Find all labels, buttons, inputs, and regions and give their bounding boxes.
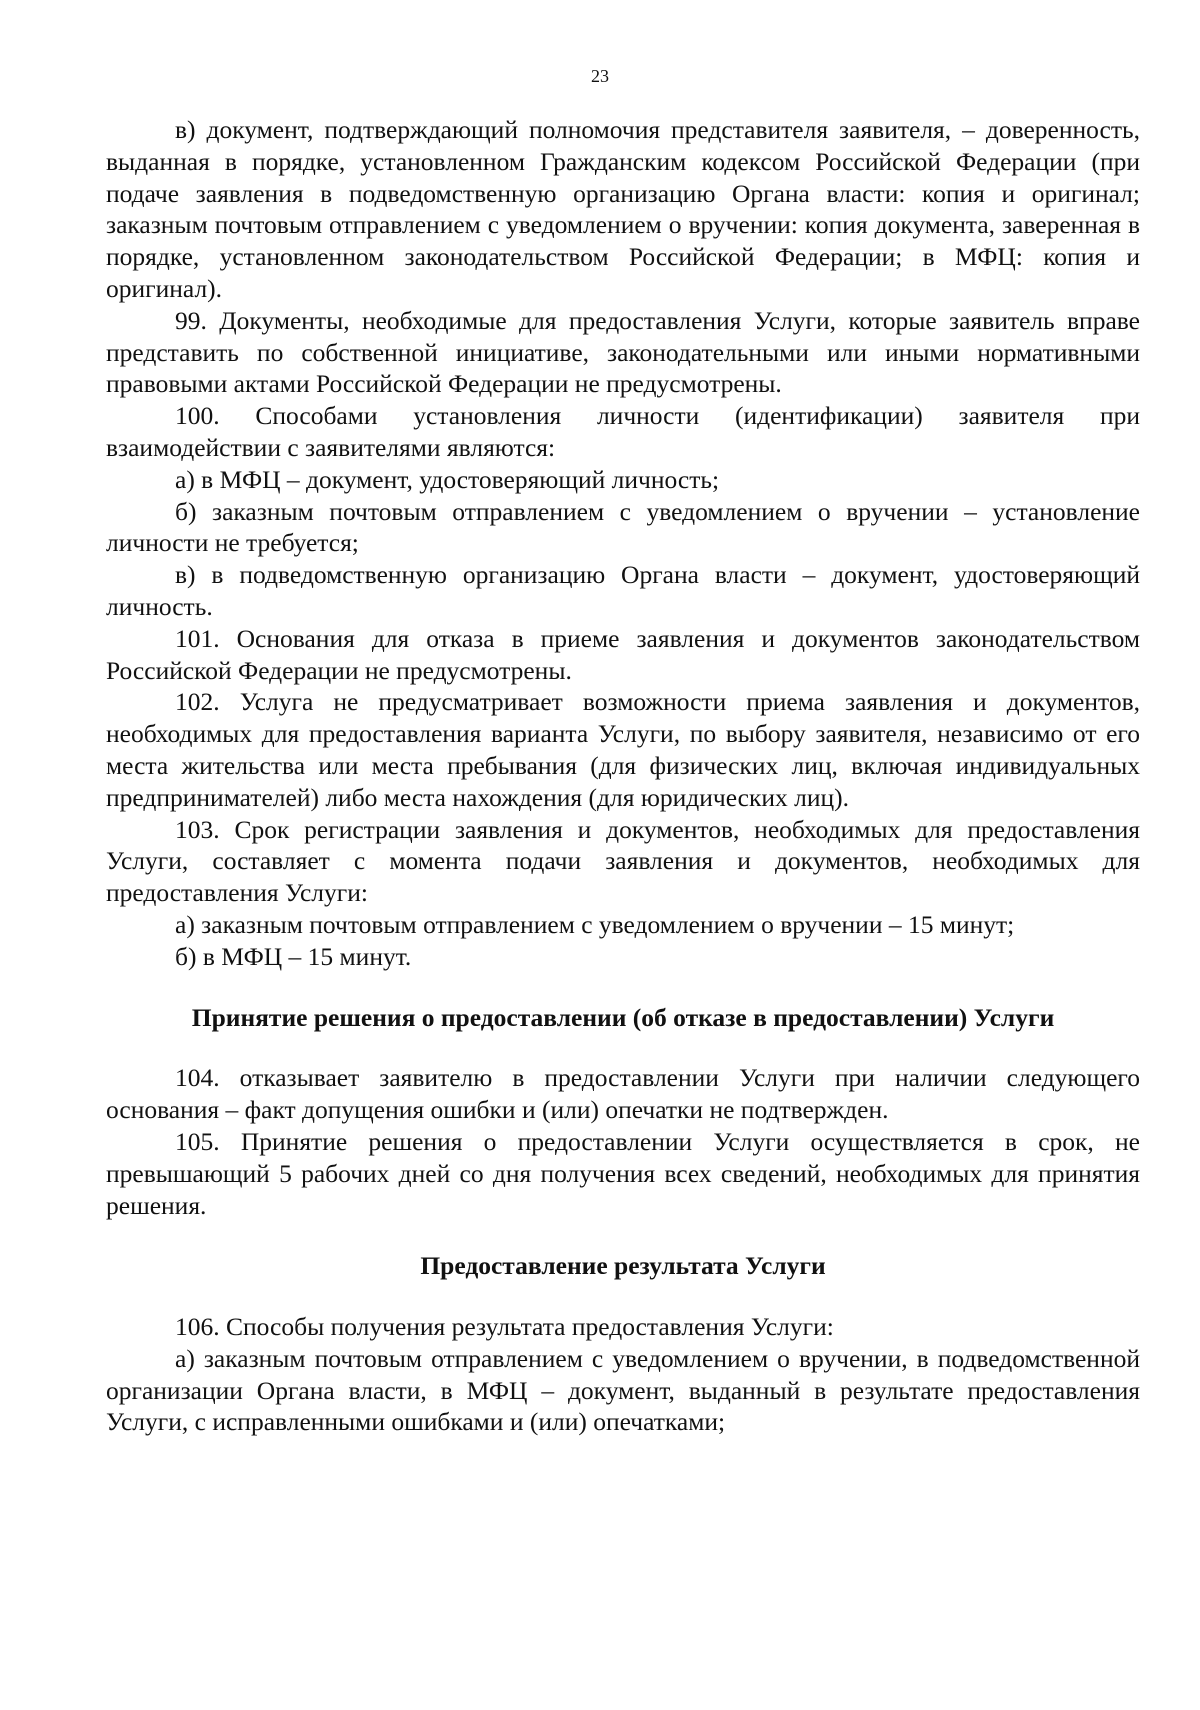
spacer [106,1033,1140,1062]
spacer [106,1221,1140,1250]
paragraph-105: 105. Принятие решения о предоставлении Услуги осуществляется в срок, не превышающий 5 рабочих дней со дня получения всех сведений, необходимых для принятия решения. [106,1126,1140,1220]
paragraph-106-a: а) заказным почтовым отправлением с уведомлением о вручении, в подведомственной организации Органа власти, в МФЦ – документ, выданный в результате предоставления Услуги, с исправленными ошибками и (или) опечатками; [106,1343,1140,1437]
paragraph-103: 103. Срок регистрации заявления и документов, необходимых для предоставления Услуги, составляет с момента подачи заявления и документов, необходимых для предоставления Услуги: [106,814,1140,908]
paragraph-104: 104. отказывает заявителю в предоставлении Услуги при наличии следующего основания – факт допущения ошибки и (или) опечатки не подтвержден. [106,1063,1140,1125]
page-number: 23 [591,66,609,86]
paragraph-103-b: б) в МФЦ – 15 минут. [175,941,412,971]
paragraph-v-representative-doc: в) документ, подтверждающий полномочия представителя заявителя, – доверенность, выданная в порядке, установленном Гражданским кодексом Российской Федерации (при подаче заявления в подведомственную организацию Органа власти: копия и оригинал; заказным почтовым отправлением с уведомлением о вручении: копия документа, заверенная в порядке, установленном законодательством Российской Федерации; в МФЦ: копия и оригинал). [106,115,1140,303]
paragraph-101: 101. Основания для отказа в приеме заявления и документов законодательством Российской Федерации не предусмотрены. [106,623,1140,685]
document-body [106,114,1140,1438]
paragraph-100-a: а) в МФЦ – документ, удостоверяющий личность; [175,464,720,494]
spacer [106,1282,1140,1311]
paragraph-102: 102. Услуга не предусматривает возможности приема заявления и документов, необходимых для предоставления варианта Услуги, по выбору заявителя, независимо от его места жительства или места пребывания (для физических лиц, включая индивидуальных предпринимателей) либо места нахождения (для юридических лиц). [106,687,1140,812]
spacer [106,973,1140,1002]
paragraph-100-b: б) заказным почтовым отправлением с уведомлением о вручении – установление личности не требуется; [106,496,1140,558]
paragraph-99: 99. Документы, необходимые для предоставления Услуги, которые заявитель вправе представить по собственной инициативе, законодательными или иными нормативными правовыми актами Российской Федерации не предусмотрены. [106,305,1140,399]
section-heading-decision: Принятие решения о предоставлении (об отказе в предоставлении) Услуги [191,1002,1055,1032]
paragraph-103-a: а) заказным почтовым отправлением с уведомлением о вручении – 15 минут; [175,909,1015,939]
section-heading-result: Предоставление результата Услуги [420,1251,826,1281]
paragraph-100: 100. Способами установления личности (идентификации) заявителя при взаимодействии с заявителями являются: [106,401,1140,462]
paragraph-100-v: в) в подведомственную организацию Органа власти – документ, удостоверяющий личность. [106,560,1140,621]
paragraph-106: 106. Способы получения результата предоставления Услуги: [175,1312,834,1342]
